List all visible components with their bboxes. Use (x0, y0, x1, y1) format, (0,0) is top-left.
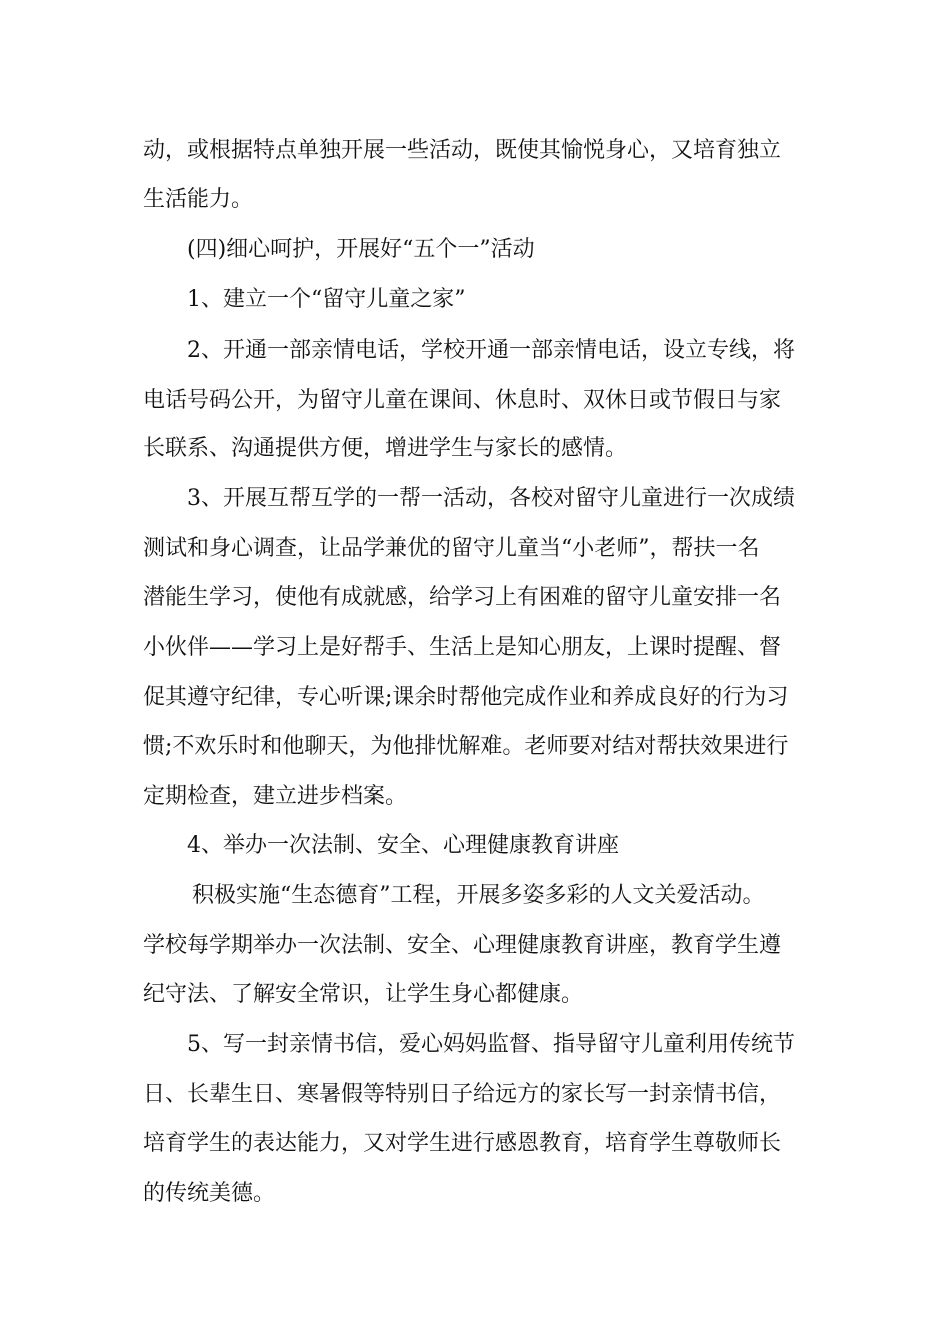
section-heading: (四)细心呵护，开展好“五个一”活动 (187, 237, 535, 262)
text-line: 学校每学期举办一次法制、安全、心理健康教育讲座，教育学生遵 (143, 933, 782, 958)
list-item-heading: 4、举办一次法制、安全、心理健康教育讲座 (187, 833, 619, 858)
text-line: 长联系、沟通提供方便，增进学生与家长的感情。 (143, 436, 628, 461)
list-item-heading: 1、建立一个“留守儿童之家” (187, 287, 466, 312)
text-line: 纪守法、了解安全常识，让学生身心都健康。 (143, 982, 584, 1007)
text-line: 5、写一封亲情书信，爱心妈妈监督、指导留守儿童利用传统节 (187, 1032, 795, 1057)
text-line: 电话号码公开，为留守儿童在课间、休息时、双休日或节假日与家 (143, 388, 782, 413)
text-line: 定期检查，建立进步档案。 (143, 784, 408, 809)
text-line: 惯;不欢乐时和他聊天，为他排忧解难。老师要对结对帮扶效果进行 (143, 734, 789, 759)
text-line: 培育学生的表达能力，又对学生进行感恩教育，培育学生尊敬师长 (143, 1131, 782, 1156)
text-line: 2、开通一部亲情电话，学校开通一部亲情电话，设立专线，将 (187, 338, 795, 363)
text-line: 积极实施“生态德育”工程，开展多姿多彩的人文关爱活动。 (192, 883, 765, 908)
text-line: 小伙伴——学习上是好帮手、生活上是知心朋友，上课时提醒、督 (143, 635, 782, 660)
text-line: 的传统美德。 (143, 1181, 276, 1206)
text-line: 潜能生学习，使他有成就感，给学习上有困难的留守儿童安排一名 (143, 585, 782, 610)
text-line: 促其遵守纪律，专心听课;课余时帮他完成作业和养成良好的行为习 (143, 685, 789, 710)
text-line: 动，或根据特点单独开展一些活动，既使其愉悦身心，又培育独立 (143, 138, 782, 163)
text-line: 3、开展互帮互学的一帮一活动，各校对留守儿童进行一次成绩 (187, 486, 795, 511)
text-line: 测试和身心调查，让品学兼优的留守儿童当“小老师”，帮扶一名 (143, 536, 760, 561)
text-line: 日、长辈生日、寒暑假等特别日子给远方的家长写一封亲情书信， (143, 1082, 782, 1107)
text-line: 生活能力。 (143, 187, 254, 212)
